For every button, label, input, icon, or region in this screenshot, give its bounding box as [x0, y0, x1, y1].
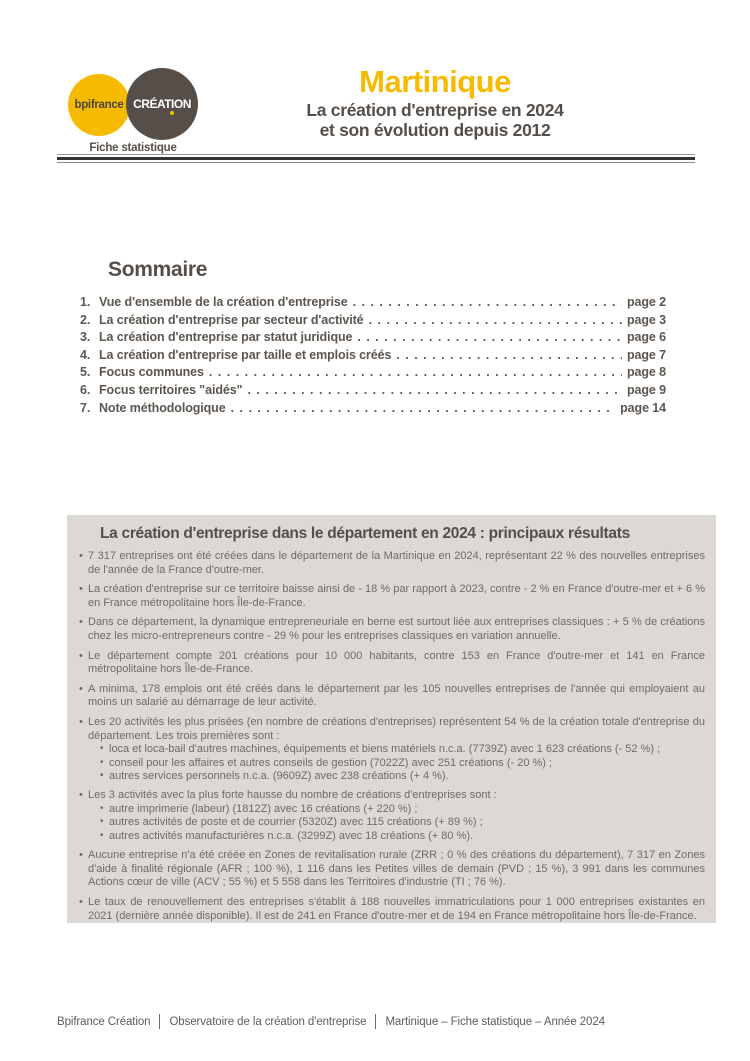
toc-dot-leader	[353, 294, 622, 312]
toc-item-6	[80, 382, 666, 400]
toc-item-number: 2.	[80, 312, 91, 327]
table-of-contents	[80, 258, 666, 417]
header-divider	[57, 154, 695, 163]
toc-item-label: La création d'entreprise par taille et emplois créés	[99, 347, 392, 362]
toc-item-label: Focus communes	[99, 365, 204, 380]
result-bullet-evolution: • La création d'entreprise sur ce territoire baisse ainsi de - 18 % par rapport à 2023, contre - 2 % en France d'outre-mer et + 6 % en France métropolitaine hors Île-de-France.	[78, 583, 705, 610]
toc-dot-leader	[209, 364, 622, 382]
result-bullet-hausse-activites: • Les 3 activités avec la plus forte hausse du nombre de créations d'entreprises sont :	[78, 789, 705, 803]
result-bullet-emplois: • A minima, 178 emplois ont été créés dans le département par les 105 nouvelles entreprises de l'année qui employaient au moins un salarié au démarrage de leur activité.	[78, 683, 705, 710]
toc-item-number: 5.	[80, 365, 91, 380]
hausse-activite-item: • autres activités manufacturières n.c.a. (3299Z) avec 18 créations (+ 80 %).	[99, 830, 705, 843]
logo-circles	[66, 66, 200, 140]
page-subtitle-line2: et son évolution depuis 2012	[319, 120, 551, 140]
footer-document-info: Martinique – Fiche statistique – Année 2024	[385, 1015, 605, 1028]
toc-dot-leader	[369, 312, 622, 330]
logo-block	[66, 66, 200, 154]
toc-dot-leader	[357, 329, 622, 347]
logo-tagline: Fiche statistique	[89, 142, 177, 154]
toc-item-label: La création d'entreprise par statut juridique	[99, 330, 353, 345]
toc-item-number: 3.	[80, 330, 91, 345]
bpifrance-logo-text: bpifrance	[74, 99, 124, 111]
toc-item-3	[80, 329, 666, 347]
top-activite-item: • conseil pour les affaires et autres conseils de gestion (7022Z) avec 251 créations (- 20 %) ;	[99, 757, 705, 770]
toc-item-number: 4.	[80, 347, 91, 362]
hausse-activite-item: • autre imprimerie (labeur) (1812Z) avec 16 créations (+ 220 %) ;	[99, 803, 705, 816]
footer-brand: Bpifrance Création	[57, 1015, 151, 1028]
toc-item-1	[80, 294, 666, 312]
toc-item-label: Focus territoires "aidés"	[99, 382, 243, 397]
page-title: Martinique	[359, 64, 511, 99]
toc-dot-leader	[231, 400, 616, 418]
footer-observatoire: Observatoire de la création d'entreprise	[169, 1015, 367, 1028]
toc-item-label: Vue d'ensemble de la création d'entreprise	[99, 295, 348, 309]
toc-item-number: 1.	[80, 295, 91, 309]
result-bullet-dynamique: • Dans ce département, la dynamique entrepreneuriale en berne est surtout liée aux entreprises classiques : + 5 % de créations chez les micro-entrepreneurs contre - 29 % pour les entreprises classiques en variation annuelle.	[78, 616, 705, 643]
footer-divider	[159, 1014, 160, 1029]
toc-item-page: page 8	[627, 365, 666, 380]
toc-heading: Sommaire	[108, 258, 208, 281]
hausse-activite-item: • autres activités de poste et de courrier (5320Z) avec 115 créations (+ 89 %) ;	[99, 816, 705, 829]
result-bullet-densite: • Le département compte 201 créations pour 10 000 habitants, contre 153 en France d'outre-mer et 141 en France métropolitaine hors Île-de-France.	[78, 650, 705, 677]
creation-logo	[126, 68, 198, 140]
toc-item-4	[80, 347, 666, 365]
toc-dot-leader	[247, 382, 622, 400]
toc-item-page: page 9	[627, 382, 666, 397]
toc-item-page: page 2	[627, 295, 666, 309]
hausse-activites-list	[78, 803, 705, 843]
toc-item-2	[80, 312, 666, 330]
toc-item-label: Note méthodologique	[99, 400, 226, 415]
key-results-box	[67, 515, 716, 923]
bpifrance-logo	[68, 74, 130, 136]
top-activite-item: • loca et loca-bail d'autres machines, équipements et biens matériels n.c.a. (7739Z) avec 1 623 créations (- 52 %) ;	[99, 743, 705, 756]
toc-item-label: La création d'entreprise par secteur d'activité	[99, 312, 364, 327]
result-bullet-zones: • Aucune entreprise n'a été créée en Zones de revitalisation rurale (ZRR ; 0 % des créations du département), 7 317 en Zones d'aide à finalité régionale (AFR ; 100 %), 1 116 dans les Petites villes de demain (PVD ; 15 %), 3 991 dans les communes Actions cœur de ville (ACV ; 55 %) et 5 558 dans les Territoires d'industrie (TI ; 76 %).	[78, 849, 705, 890]
toc-item-7	[80, 400, 666, 418]
footer-divider	[375, 1014, 376, 1029]
creation-logo-yellow-dot-icon	[170, 111, 174, 115]
toc-item-page: page 6	[627, 330, 666, 345]
toc-item-number: 7.	[80, 400, 91, 415]
toc-item-number: 6.	[80, 382, 91, 397]
title-block	[245, 64, 625, 140]
toc-item-page: page 7	[627, 347, 666, 362]
top-activite-item: • autres services personnels n.c.a. (9609Z) avec 238 créations (+ 4 %).	[99, 770, 705, 783]
result-bullet-renouvellement: • Le taux de renouvellement des entreprises s'établit à 188 nouvelles immatriculations pour 1 000 entreprises existantes en 2021 (dernière année disponible). Il est de 241 en France d'outre-mer et de 194 en France métropolitaine hors Île-de-France.	[78, 896, 705, 923]
creation-logo-text: CRÉATION	[133, 97, 191, 111]
page-footer	[57, 1014, 605, 1029]
top-activites-list	[78, 743, 705, 783]
toc-item-page: page 14	[620, 400, 666, 415]
toc-dot-leader	[396, 347, 622, 365]
result-bullet-creations-total: • 7 317 entreprises ont été créées dans le département de la Martinique en 2024, représentant 22 % des nouvelles entreprises de l'année de la France d'outre-mer.	[78, 550, 705, 577]
results-box-title: La création d'entreprise dans le département en 2024 : principaux résultats	[100, 525, 630, 542]
toc-item-5	[80, 364, 666, 382]
page-subtitle-line1: La création d'entreprise en 2024	[306, 100, 564, 120]
toc-item-page: page 3	[627, 312, 666, 327]
result-bullet-top-activites: • Les 20 activités les plus prisées (en nombre de créations d'entreprises) représentent 54 % de la création totale d'entreprise du département. Les trois premières sont :	[78, 716, 705, 743]
